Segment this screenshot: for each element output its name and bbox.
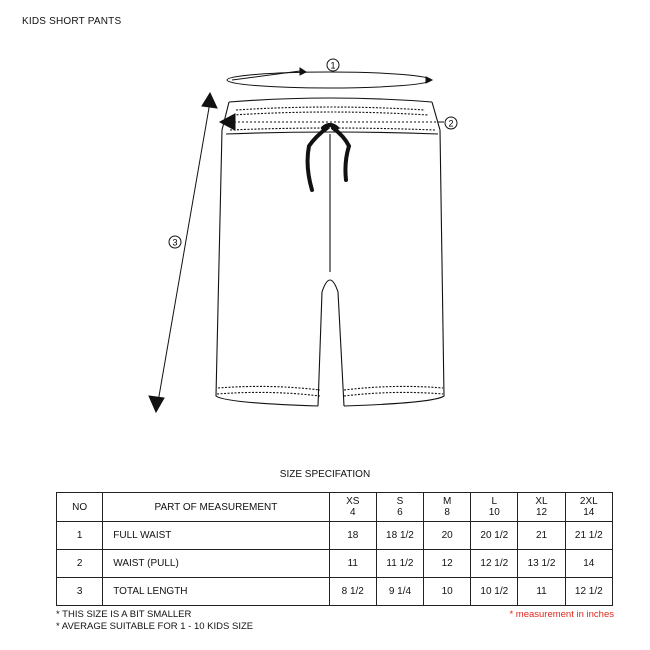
table-row [57,578,613,606]
header-size-s: S 6 [376,493,423,522]
header-size-l: L 10 [471,493,518,522]
inch-note: * measurement in inches [509,609,614,620]
header-size-2xl: 2XL 14 [565,493,612,522]
row-value: 12 1/2 [565,578,612,606]
row-value: 10 1/2 [471,578,518,606]
drawstring [308,125,349,190]
row-value: 18 1/2 [376,522,423,550]
page-title: KIDS SHORT PANTS [22,16,122,27]
row-value: 8 1/2 [329,578,376,606]
note-smaller: * THIS SIZE IS A BIT SMALLER [56,609,192,620]
header-part: PART OF MEASUREMENT [103,493,329,522]
row-value: 11 [518,578,565,606]
label-3: 3 [172,237,178,248]
size-spec-table [56,492,613,606]
header-size-xs: XS 4 [329,493,376,522]
shorts-outline [216,98,444,406]
total-length-arrow [149,93,217,412]
row-value: 21 1/2 [565,522,612,550]
row-part: FULL WAIST [103,522,329,550]
table-row [57,522,613,550]
full-waist-arrow [227,68,432,88]
row-value: 12 1/2 [471,550,518,578]
table-row [57,550,613,578]
row-value: 11 [329,550,376,578]
notes [56,609,253,633]
row-value: 10 [424,578,471,606]
header-no: NO [57,493,103,522]
spec-title: SIZE SPECIFATION [279,469,371,480]
row-value: 18 [329,522,376,550]
row-value: 9 1/4 [376,578,423,606]
row-no: 2 [57,550,103,578]
row-value: 20 [424,522,471,550]
row-value: 13 1/2 [518,550,565,578]
row-no: 3 [57,578,103,606]
row-value: 20 1/2 [471,522,518,550]
row-value: 14 [565,550,612,578]
header-size-xl: XL 12 [518,493,565,522]
label-2: 2 [448,118,454,129]
row-part: WAIST (PULL) [103,550,329,578]
row-value: 11 1/2 [376,550,423,578]
note-average: * AVERAGE SUITABLE FOR 1 - 10 KIDS SIZE [56,621,254,632]
label-1: 1 [330,60,336,71]
row-value: 12 [424,550,471,578]
row-value: 21 [518,522,565,550]
row-no: 1 [57,522,103,550]
table-header-row [57,493,613,522]
row-part: TOTAL LENGTH [103,578,329,606]
header-size-m: M 8 [424,493,471,522]
